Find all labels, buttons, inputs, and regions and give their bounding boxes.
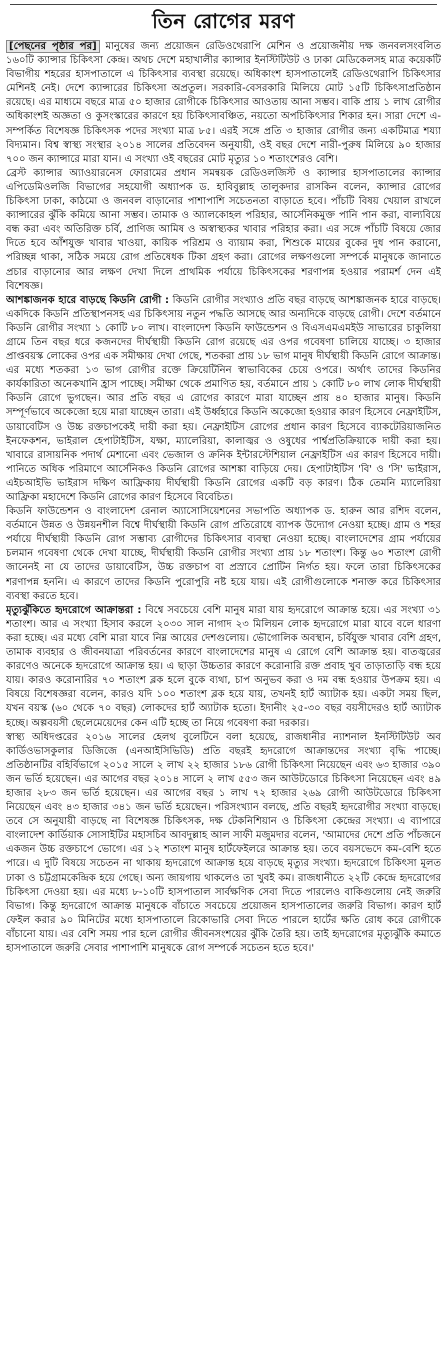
kidney-section-paragraph xyxy=(6,294,441,505)
kidney-text: কিডনি রোগীর সংখ্যাও প্রতি বছর বাড়ছে আশঙ্কাজনক হারে বাড়ছে। একদিকে কিডনি প্রতিস্থাপনসহ এর চিকিৎসায় নতুন পদ্ধতি আসছে আর অন্যদিকে বাড়ছে রোগী। দেশে বর্তমানে কিডনি রোগীর সংখ্যা ১ কোটি ৮০ লাখ। বাংলাদেশ কিডনি ফাউন্ডেশন ও বিএসএমএমইউ সাভারের চাকুলিয়া গ্রামে তিন বছর ধরে কজনদের দীর্ঘস্থায়ী কিডনি রোগ রয়েছে এর ওপর গবেষণা চালিয়ে যাচ্ছে। ৩ হাজার প্রাপ্তবয়স্ক লোকের ওপর এক সমীক্ষায় দেখা গেছে, শতকরা প্রায় ১৮ ভাগ মানুষ দীর্ঘস্থায়ী কিডনি রোগে আক্রান্ত। এর মধ্যে শতকরা ১৩ ভাগ রোগীর রক্তে ক্রিয়েটিনিন স্বাভাবিকের চেয়ে ওপরে। অর্থাৎ তাদের কিডনির কার্যকারিতা অনেকখানি হ্রাস পাচ্ছে। সমীক্ষা থেকে প্রমাণিত হয়, বর্তমানে প্রায় ১ কোটি ৮০ লাখ লোক দীর্ঘস্থায়ী কিডনি রোগে ভুগছেন। আর প্রতি বছর এ রোগের কারণে মারা যাচ্ছেন প্রায় ৪০ হাজার মানুষ। কিডনি সম্পূর্ণভাবে অকেজো হয়ে মারা যাচ্ছেন তারা। এই উর্ধ্বহারে কিডনি অকেজো হওয়ার কারণ হিসেবে নেফ্রাইটিস, ডায়াবেটিস ও উচ্চ রক্তচাপকেই দায়ী করা হয়। নেফ্রাইটিস রোগের প্রধান কারণ হিসেবে ব্যাকটেরিয়াজনিত ইনফেকশন, ভাইরাল হেপাটাইটিস, যক্ষা, ম্যালেরিয়া, কালাজ্বর ও ওষুধের পার্শ্বপ্রতিক্রিয়াকে দায়ী করা হয়। খাবারে রাসায়নিক পদার্থ মেশানো এবং ভেজাল ও ক্রনিক ইন্টারস্টেশিয়াল নেফ্রাইটিস এর কারণ হিসেবে দায়ী। পানিতে অধিক পরিমাণে আর্সেনিকও কিডনি রোগের আশঙ্কা বাড়িয়ে দেয়। হেপাটাইটিস 'বি' ও 'সি' ভাইরাস, এইচআইভি ভাইরাস দক্ষিণ আফ্রিকায় দীর্ঘস্থায়ী কিডনি রোগের একটি বড় কারণ। ঠিক তেমনি ম্যালেরিয়া আফ্রিকা মহাদেশে কিডনি রোগের কারণ হিসেবে বিবেচিত। xyxy=(6,294,441,503)
kidney-subhead: আশঙ্কাজনক হারে বাড়ছে কিডনি রোগী : xyxy=(6,294,170,306)
kidney-paragraph-2: কিডনি ফাউন্ডেশন ও বাংলাদেশ রেনাল অ্যাসোসিয়েশনের সভাপতি অধ্যাপক ড. হারুন আর রশিদ বলেন, বর্তমানে উন্নত ও উন্নয়নশীল বিশ্বে দীর্ঘস্থায়ী কিডনি রোগ প্রতিরোধে ব্যাপক উদ্যোগ নেওয়া হচ্ছে। গ্রাম ও শহর পর্যায়ে দীর্ঘস্থায়ী কিডনি রোগ সম্ভাব্য রোগীদের চিকিৎসার ব্যবস্থা নেওয়া হচ্ছে। বাংলাদেশের গ্রাম পর্যায়ের চলমান গবেষণা থেকে দেখা যাচ্ছে, দীর্ঘস্থায়ী কিডনি রোগীর সংখ্যা প্রায় ১৮ শতাংশ। কিন্তু ৬০ শতাংশ রোগী জানেনই না যে তাদের ডায়াবেটিস, উচ্চ রক্তচাপ বা প্রস্রাবে প্রোটিন নির্গত হয়। ফলে তারা চিকিৎসকের শরণাপন্ন হননি। এ কারণে তাদের কিডনি পুরোপুরি নষ্ট হয়ে যায়। এই রোগীগুলোকে শনাক্ত করে চিকিৎসার ব্যবস্থা করতে হবে। xyxy=(6,506,441,602)
heart-paragraph-2: স্বাস্থ্য অধিদপ্তরের ২০১৬ সালের হেলথ বুলেটিনে বলা হয়েছে, রাজধানীর ন্যাশনাল ইনস্টিটিউট অব কার্ডিওভাসকুলার ডিজিজে (এনআইসিভিডি) প্রতি বছরই হৃদরোগে আক্রান্তদের সংখ্যা বৃদ্ধি পাচ্ছে। প্রতিষ্ঠানটির বহির্বিভাগে ২০১৫ সালে ২ লাখ ২২ হাজার ১৮৬ রোগী চিকিৎসা নিয়েছেন এবং ৬৩ হাজার ৩৯০ জন ভর্তি হয়েছেন। এর আগের বছর ২০১৪ সালে ২ লাখ ৫৫৩ জন আউটডোরে চিকিৎসা নিয়েছেন এবং ৪৯ হাজার ২৮৩ জন ভর্তি হয়েছেন। এর আগের বছর ১ লাখ ৭২ হাজার ২৬৯ রোগী আউটডোরে চিকিৎসা নিয়েছেন এবং ৪৩ হাজার ৩৪১ জন ভর্তি হয়েছেন। পরিসংখ্যান বলছে, প্রতি বছরই হৃদরোগীর সংখ্যা বাড়ছে। তবে সে অনুযায়ী বাড়ছে না বিশেষজ্ঞ চিকিৎসক, দক্ষ টেকনিশিয়ান ও চিকিৎসা কেন্দ্রের সংখ্যা। এ ব্যাপারে বাংলাদেশ কার্ডিয়াক সোসাইটির মহাসচিব আবদুল্লাহ আল সাফী মজুমদার বলেন, 'আমাদের দেশে প্রতি পাঁচজনে একজন উচ্চ রক্তচাপে ভোগে। এর ১২ শতাংশ মানুষ হার্টফেইলরে আক্রান্ত হয়। তবে বয়সভেদে কম-বেশি হতে পারে। এ দুটি বিষয়ে সচেতন না থাকায় হৃদরোগে আক্রান্ত হয়ে বাড়ছে মৃত্যুর সংখ্যা। হৃদরোগে চিকিৎসা মূলত ঢাকা ও চট্টগ্রামকেন্দ্রিক হয়ে গেছে। অন্য জায়গায় থাকলেও তা খুবই কম। রাজধানীতে ২২টি কেন্দ্রে হৃদরোগের চিকিৎসা দেওয়া হয়। এর মধ্যে ৮-১০টি হাসপাতাল সার্বক্ষণিক সেবা দিতে পারলেও বাকিগুলোয় নেই জরুরি বিভাগ। কিন্তু হৃদরোগে আক্রান্ত মানুষকে বাঁচাতে সবচেয়ে প্রয়োজন হাসপাতালের জরুরি বিভাগ। কারণ হার্ট ফেইল করার ৯০ মিনিটের মধ্যে হাসপাতালে রিকোভারি সেবা দিতে পারলে হার্টের ক্ষতি রোধ করে রোগীকে বাঁচানো যায়। এর বেশি সময় পার হলে রোগীর জীবনসংশয়ের ঝুঁকি তৈরি হয়। তাই হৃদরোগের মৃত্যুঝুঁকি কমাতে হাসপাতালে জরুরি সেবার পাশাপাশি মানুষকে রোগ সম্পর্কে সচেতন হতে হবে।' xyxy=(6,731,441,954)
heart-text: বিশ্বে সবচেয়ে বেশি মানুষ মারা যায় হৃদরোগে আক্রান্ত হয়ে। এর সংখ্যা ৩১ শতাংশ। আর এ সংখ্যা হিসাব করলে ২০৩০ সাল নাগাদ ২৩ মিলিয়ন লোক হৃদরোগে মারা যাবে বলে ধারণা করা হচ্ছে। এর মধ্যে বেশি মারা যাবে নিম্ন আয়ের দেশগুলোয়। ভৌগোলিক অবস্থান, চর্বিযুক্ত খাবার বেশি গ্রহণ, তামাক ব্যবহার ও জীবনযাত্রা পরিবর্তনের কারণে বাংলাদেশের মানুষ এ রোগে বেশি আক্রান্ত হয়। বাতজ্বরের কারণেও অনেকে হৃদরোগে আক্রান্ত হয়। এ ছাড়া উচ্চতার কারণে করোনারি রক্ত প্রবাহ খুব তাড়াতাড়ি বন্ধ হয়ে যায়। কারও করোনারির ৭০ শতাংশ ব্লক হলে বুকে ব্যথা, চাপ অনুভব করা ও দম বন্ধ হওয়ার উপক্রম হয়। এ বিষয়ে বিশেষজ্ঞরা বলেন, কারও যদি ১০০ শতাংশ ব্লক হয়ে যায়, তখনই হার্ট অ্যাটাক হয়। একটা সময় ছিল, যখন বয়স্ক (৬০ থেকে ৭০ বছর) লোকদের হার্ট অ্যাটাক হতো। ইদানীং ২৫-৩০ বছর বয়সীদেরও হার্ট অ্যাটাক হচ্ছে। অল্পবয়সী ছেলেমেয়েদের কেন এটি হচ্ছে তা নিয়ে গবেষণা করা দরকার। xyxy=(6,604,441,729)
top-rule xyxy=(10,4,437,5)
headline-container xyxy=(0,8,447,38)
continued-from-tag: [পেছনের পৃষ্ঠার পর] xyxy=(6,40,100,53)
paragraph-awareness: ব্রেস্ট ক্যান্সার অ্যাওয়ারনেস ফোরামের প্রধান সমন্বয়ক রেডিওলজিস্ট ও ক্যান্সার হাসপাতালের ক্যান্সার এপিডেমিওলজি বিভাগের সহযোগী অধ্যাপক ড. হাবিবুল্লাহ তালুকদার রাসকিন বলেন, ক্যান্সার রোগের চিকিৎসা ঢাকা, কাঠমো ও জনবল বাড়ানোর পাশাপাশি সচেতনতা বাড়াতে হবে। পাঁচটি বিষয় খেয়াল রাখলে ক্যান্সারের ঝুঁকি কমিয়ে আনা সম্ভব। তামাক ও অ্যালকোহল পরিহার, আর্সেনিকমুক্ত পানি পান করা, বাল্যবিয়ে বন্ধ করা এবং অতিরিক্ত চর্বি, প্রাণিজ আমিষ ও অস্বাস্থ্যকর খাবার পরিহার করা। এর সঙ্গে পাঁচটি বিষয়ে জোর দিতে হবে আঁশযুক্ত খাবার খাওয়া, কায়িক পরিশ্রম ও ব্যায়াম করা, শিশুকে মায়ের বুকের দুধ পান করানো, পরিচ্ছন্ন থাকা, সঠিক সময়ে রোগ প্রতিষেধক টিকা গ্রহণ করা। রোগের লক্ষণগুলো সম্পর্কে মানুষকে জানাতে প্রচার বাড়ানোর আর লক্ষণ দেখা দিলে প্রাথমিক পর্যায়ে চিকিৎসকের শরণাপন্ন হওয়ার পরামর্শ দেন এই বিশেষজ্ঞ। xyxy=(6,167,441,292)
article-body xyxy=(6,40,441,1346)
article-headline: তিন রোগের মরণ xyxy=(152,8,295,33)
intro-text: মানুষের জন্য প্রয়োজন রেডিওথেরাপি মেশিন ও প্রয়োজনীয় দক্ষ জনবলসংবলিত ১৬০টি ক্যান্সার চিকিৎসা কেন্দ্র। অথচ দেশে মহাখালীর ক্যান্সার ইনস্টিটিউট ও ঢাকা মেডিকেলসহ মাত্র কয়েকটি বিভাগীয় শহরের হাসপাতালে এ চিকিৎসার ব্যবস্থা রয়েছে। অধিকাংশ হাসপাতালেই রেডিওথেরাপি চিকিৎসার মেশিনই নেই। দেশে ক্যান্সারের চিকিৎসা অপ্রতুল। সরকারি-বেসরকারি মিলিয়ে মোট ১৫টি চিকিৎসাপ্রতিষ্ঠান রয়েছে। এর মাধ্যমে বছরে মাত্র ৫০ হাজার রোগীকে চিকিৎসার আওতায় আনা সম্ভব। বাকি প্রায় ১ লাখ রোগীর অধিকাংশই অজ্ঞতা ও কুসংস্কারের কারণে হয় চিকিৎসাবঞ্চিত, নয়তো অপচিকিৎসার শিকার হন। সারা দেশে এ-সম্পর্কিত বিশেষজ্ঞ চিকিৎসক পদের সংখ্যা মাত্র ৮৫। এরই সঙ্গে প্রতি ৩ হাজার রোগীর জন্য একটিমাত্র শয্যা বিদ্যমান। বিশ্ব স্বাস্থ্য সংস্থার ২০১৪ সালের প্রতিবেদন অনুযায়ী, ওই বছর দেশে নারী-পুরুষ মিলিয়ে ৯০ হাজার ৭০০ জন ক্যান্সারে মারা যান। এ সংখ্যা ওই বছরের মোট মৃত্যুর ১০ শতাংশেরও বেশি। xyxy=(6,41,441,165)
intro-paragraph xyxy=(6,40,441,167)
heart-subhead: মৃত্যুঝুঁকিতে হৃদরোগে আক্রান্তরা : xyxy=(6,604,142,616)
heart-section-paragraph xyxy=(6,604,441,731)
